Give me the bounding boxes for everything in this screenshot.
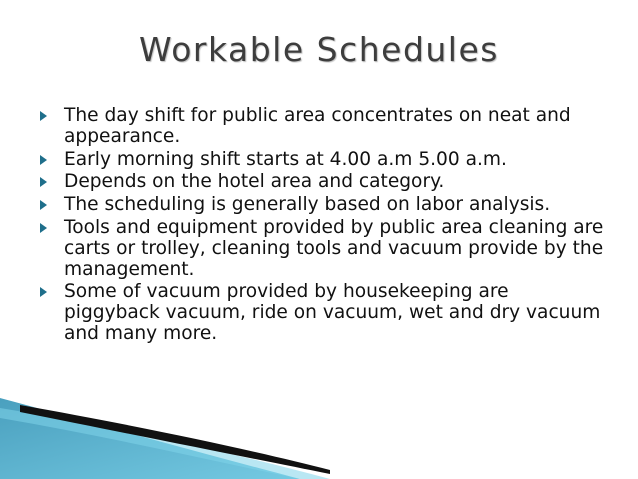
bullet-text: Early morning shift starts at 4.00 a.m 5.00 a.m.: [64, 148, 507, 170]
bullet-text: Depends on the hotel area and category.: [64, 171, 445, 193]
bullet-text: Tools and equipment provided by public area cleaning are carts or trolley, cleaning tools and vacuum provide by the management.: [64, 216, 604, 280]
bullet-text: The day shift for public area concentrates on neat and appearance.: [64, 105, 571, 147]
bullet-text: Some of vacuum provided by housekeeping are piggyback vacuum, ride on vacuum, wet and dry vacuum and many more.: [64, 281, 601, 344]
bullet-text: The scheduling is generally based on labor analysis.: [64, 194, 551, 216]
slide-title: Workable Schedules: [139, 30, 499, 69]
